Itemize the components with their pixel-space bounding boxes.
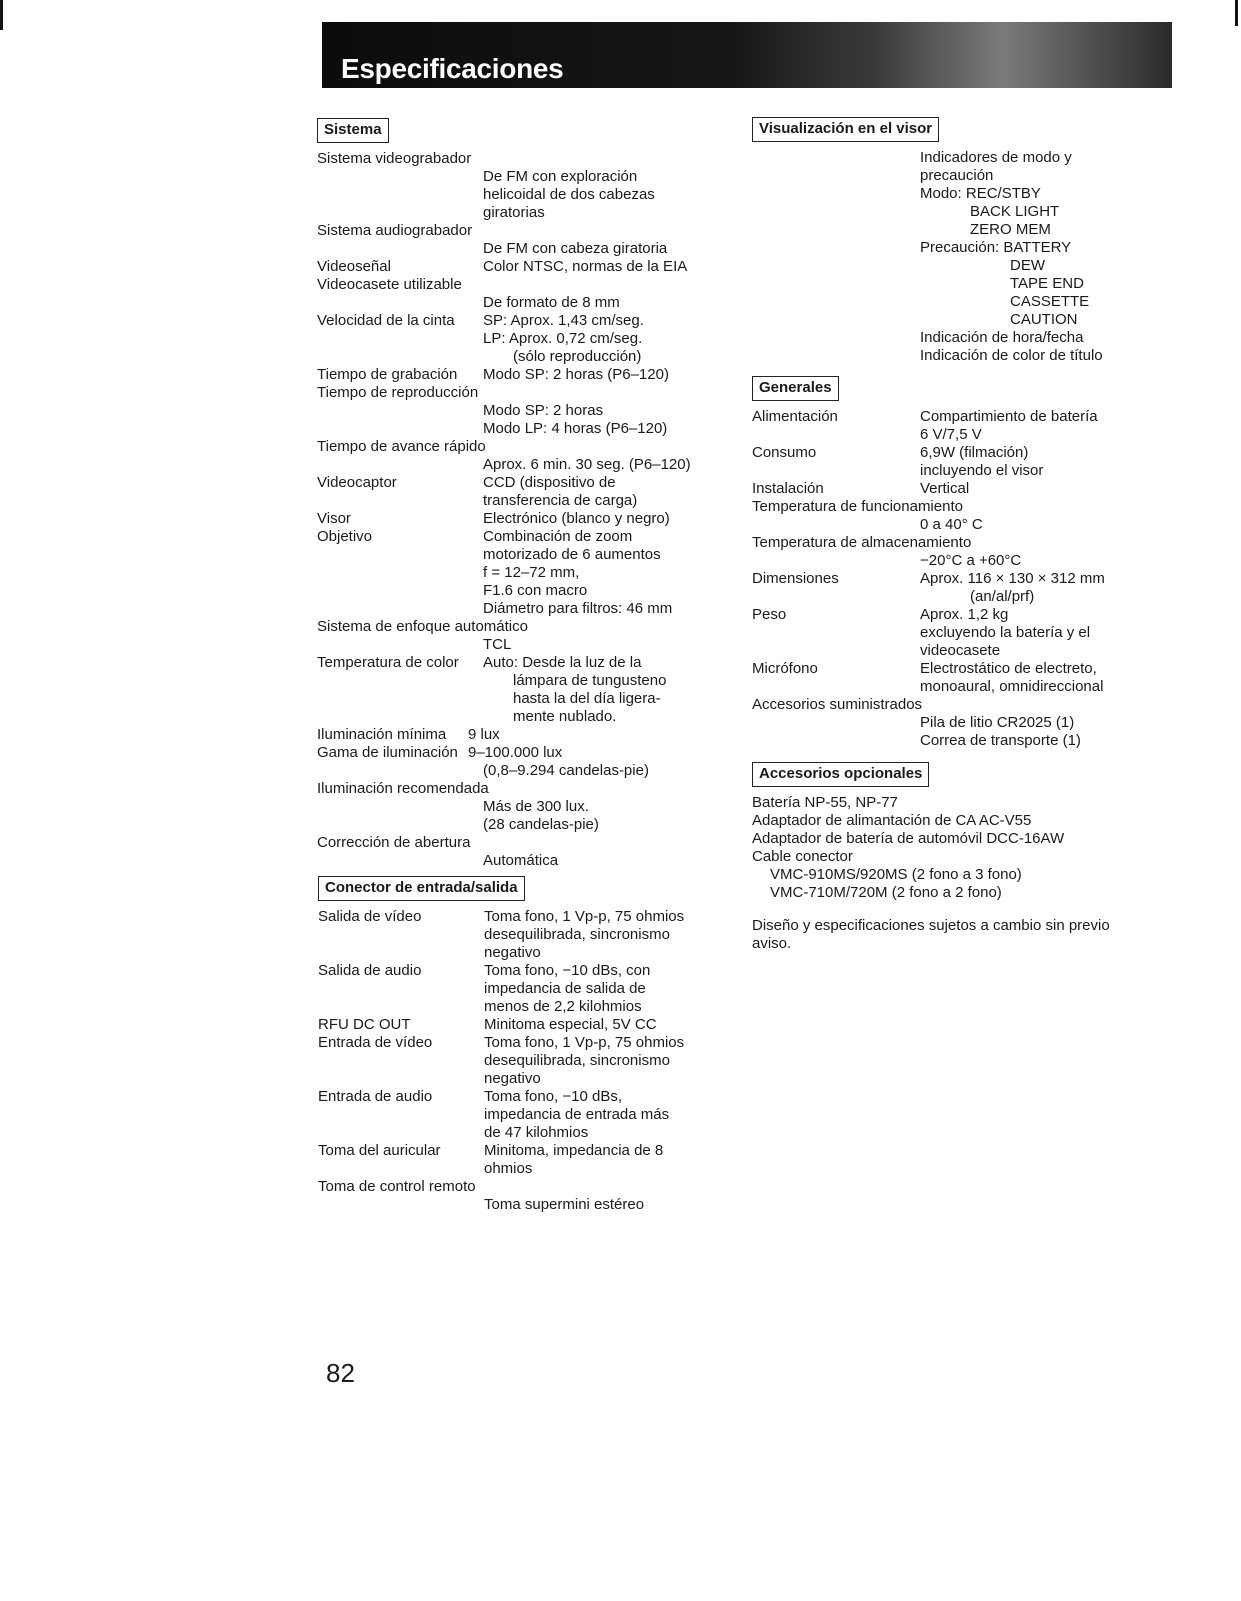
spec-row xyxy=(752,660,1172,678)
spec-value: Minitoma, impedancia de 8 xyxy=(484,1142,664,1159)
spec-row xyxy=(752,642,1172,660)
spec-row xyxy=(318,1106,738,1124)
opcionales-list xyxy=(752,794,1152,902)
spec-value: Color NTSC, normas de la EIA xyxy=(483,258,688,275)
spec-row xyxy=(752,732,1172,750)
spec-value: Toma fono, 1 Vp-p, 75 ohmios xyxy=(484,1034,685,1051)
page-title: Especificaciones xyxy=(341,53,564,84)
spec-label: Objetivo xyxy=(317,528,373,545)
spec-label: Temperatura de funcionamiento xyxy=(752,498,963,515)
spec-value: lámpara de tungusteno xyxy=(513,672,667,689)
spec-label: Temperatura de almacenamiento xyxy=(752,534,972,551)
spec-value: CCD (dispositivo de xyxy=(483,474,616,491)
spec-row xyxy=(317,492,737,510)
spec-row xyxy=(317,546,737,564)
spec-value: ZERO MEM xyxy=(970,221,1051,238)
spec-row xyxy=(317,636,737,654)
spec-value: mente nublado. xyxy=(513,708,617,725)
spec-value: f = 12–72 mm, xyxy=(483,564,580,581)
spec-value: Indicadores de modo y xyxy=(920,149,1072,166)
right-edge-mark xyxy=(1235,0,1238,26)
spec-value: LP: Aprox. 0,72 cm/seg. xyxy=(483,330,643,347)
spec-row xyxy=(317,816,737,834)
spec-label: Videocasete utilizable xyxy=(317,276,462,293)
spec-row xyxy=(317,762,737,780)
spec-value: 6 V/7,5 V xyxy=(920,426,982,443)
spec-value: De FM con exploración xyxy=(483,168,638,185)
spec-value: (28 candelas-pie) xyxy=(483,816,599,833)
disclaimer-note: Diseño y especificaciones sujetos a cambio sin previo aviso. xyxy=(752,917,1110,952)
spec-row xyxy=(317,402,737,420)
spec-label: RFU DC OUT xyxy=(318,1016,411,1033)
spec-value: videocasete xyxy=(920,642,1001,659)
spec-value: Electrónico (blanco y negro) xyxy=(483,510,670,527)
spec-value: Combinación de zoom xyxy=(483,528,633,545)
spec-value: excluyendo la batería y el xyxy=(920,624,1091,641)
spec-row xyxy=(752,408,1172,426)
spec-row xyxy=(317,708,737,726)
section-title-conector: Conector de entrada/salida xyxy=(318,876,525,901)
spec-label: Iluminación mínima xyxy=(317,726,447,743)
spec-row xyxy=(752,275,1172,293)
spec-row xyxy=(317,852,737,870)
spec-value: Aprox. 6 min. 30 seg. (P6–120) xyxy=(483,456,691,473)
spec-label: Peso xyxy=(752,606,787,623)
spec-label: Videocaptor xyxy=(317,474,397,491)
spec-row xyxy=(318,1070,738,1088)
spec-row xyxy=(752,311,1172,329)
spec-label: Accesorios suministrados xyxy=(752,696,923,713)
spec-row xyxy=(317,834,737,852)
spec-value: desequilibrada, sincronismo xyxy=(484,926,670,943)
spec-label: Sistema de enfoque automático xyxy=(317,618,528,635)
spec-value: menos de 2,2 kilohmios xyxy=(484,998,642,1015)
section-title-visor: Visualización en el visor xyxy=(752,117,939,142)
spec-row xyxy=(752,167,1172,185)
spec-row xyxy=(318,962,738,980)
generales-spec-list xyxy=(752,408,1172,750)
spec-value: De formato de 8 mm xyxy=(483,294,620,311)
spec-label: Iluminación recomendada xyxy=(317,780,489,797)
spec-value: ohmios xyxy=(484,1160,533,1177)
spec-value: Vertical xyxy=(920,480,970,497)
spec-row xyxy=(318,1034,738,1052)
spec-row xyxy=(317,420,737,438)
spec-value: impedancia de entrada más xyxy=(484,1106,670,1123)
spec-row xyxy=(318,1142,738,1160)
spec-value: 9 lux xyxy=(468,726,500,743)
spec-value: hasta la del día ligera- xyxy=(513,690,661,707)
spec-value: Modo: REC/STBY xyxy=(920,185,1041,202)
spec-row xyxy=(317,528,737,546)
spec-row xyxy=(318,926,738,944)
spec-row xyxy=(317,690,737,708)
spec-value: De FM con cabeza giratoria xyxy=(483,240,668,257)
accessory-item: Cable conector xyxy=(752,848,853,865)
spec-value: motorizado de 6 aumentos xyxy=(483,546,661,563)
spec-value: Más de 300 lux. xyxy=(483,798,589,815)
spec-value: TAPE END xyxy=(1010,275,1084,292)
spec-label: Entrada de audio xyxy=(318,1088,433,1105)
spec-value: Indicación de hora/fecha xyxy=(920,329,1084,346)
spec-row xyxy=(752,480,1172,498)
spec-row xyxy=(752,624,1172,642)
spec-row xyxy=(317,744,737,762)
spec-value: incluyendo el visor xyxy=(920,462,1044,479)
spec-value: Diámetro para filtros: 46 mm xyxy=(483,600,673,617)
spec-value: BACK LIGHT xyxy=(970,203,1060,220)
spec-row xyxy=(318,998,738,1016)
spec-row xyxy=(318,1052,738,1070)
spec-row xyxy=(752,149,1172,167)
section-title-generales: Generales xyxy=(752,376,839,401)
spec-row xyxy=(317,258,737,276)
spec-value: −20°C a +60°C xyxy=(920,552,1022,569)
spec-row xyxy=(317,348,737,366)
spec-row xyxy=(317,474,737,492)
spec-value: Modo SP: 2 horas (P6–120) xyxy=(483,366,669,383)
spec-row xyxy=(317,366,737,384)
spec-row xyxy=(317,456,737,474)
spec-row xyxy=(752,570,1172,588)
spec-label: Tiempo de reproducción xyxy=(317,384,479,401)
spec-row xyxy=(317,276,737,294)
spec-value: 0 a 40° C xyxy=(920,516,983,533)
left-edge-mark xyxy=(0,0,3,30)
spec-label: Dimensiones xyxy=(752,570,839,587)
spec-row xyxy=(752,221,1172,239)
spec-label: Toma de control remoto xyxy=(318,1178,476,1195)
spec-value: SP: Aprox. 1,43 cm/seg. xyxy=(483,312,644,329)
spec-row xyxy=(752,696,1172,714)
spec-row xyxy=(752,498,1172,516)
spec-value: de 47 kilohmios xyxy=(484,1124,589,1141)
spec-row xyxy=(317,330,737,348)
spec-label: Micrófono xyxy=(752,660,818,677)
spec-value: TCL xyxy=(483,636,512,653)
spec-row xyxy=(752,534,1172,552)
spec-row xyxy=(317,672,737,690)
spec-row xyxy=(752,426,1172,444)
spec-label: Entrada de vídeo xyxy=(318,1034,433,1051)
section-title-sistema: Sistema xyxy=(317,118,389,143)
spec-label: Sistema audiograbador xyxy=(317,222,473,239)
spec-value: (sólo reproducción) xyxy=(513,348,642,365)
spec-label: Consumo xyxy=(752,444,817,461)
spec-row xyxy=(318,980,738,998)
spec-value: negativo xyxy=(484,944,541,961)
spec-value: negativo xyxy=(484,1070,541,1087)
spec-row xyxy=(752,257,1172,275)
spec-value: F1.6 con macro xyxy=(483,582,588,599)
spec-value: Modo LP: 4 horas (P6–120) xyxy=(483,420,668,437)
spec-row xyxy=(317,240,737,258)
page-number: 82 xyxy=(326,1358,355,1388)
spec-row xyxy=(317,600,737,618)
spec-row xyxy=(317,510,737,528)
spec-row xyxy=(318,908,738,926)
spec-row xyxy=(752,329,1172,347)
spec-row xyxy=(318,1160,738,1178)
spec-value: Toma supermini estéreo xyxy=(484,1196,645,1213)
spec-row xyxy=(752,185,1172,203)
conector-spec-list xyxy=(318,908,738,1214)
spec-value: Compartimiento de batería xyxy=(920,408,1098,425)
spec-value: transferencia de carga) xyxy=(483,492,638,509)
spec-row xyxy=(318,1196,738,1214)
spec-row xyxy=(752,516,1172,534)
spec-value: Automática xyxy=(483,852,559,869)
spec-value: Minitoma especial, 5V CC xyxy=(484,1016,657,1033)
spec-row xyxy=(317,204,737,222)
spec-value: helicoidal de dos cabezas xyxy=(483,186,655,203)
spec-row xyxy=(752,552,1172,570)
spec-value: precaución xyxy=(920,167,994,184)
spec-label: Gama de iluminación xyxy=(317,744,458,761)
spec-row xyxy=(317,654,737,672)
spec-row xyxy=(317,780,737,798)
spec-label: Instalación xyxy=(752,480,824,497)
spec-row xyxy=(317,150,737,168)
spec-row xyxy=(752,678,1172,696)
spec-label: Corrección de abertura xyxy=(317,834,471,851)
spec-value: desequilibrada, sincronismo xyxy=(484,1052,670,1069)
spec-row xyxy=(317,384,737,402)
spec-value: Toma fono, −10 dBs, xyxy=(484,1088,623,1105)
spec-row xyxy=(318,1088,738,1106)
spec-row xyxy=(317,438,737,456)
spec-row xyxy=(752,293,1172,311)
spec-value: Toma fono, 1 Vp-p, 75 ohmios xyxy=(484,908,685,925)
spec-label: Salida de vídeo xyxy=(318,908,422,925)
spec-row xyxy=(317,564,737,582)
spec-row xyxy=(317,618,737,636)
spec-value: Precaución: BATTERY xyxy=(920,239,1072,256)
spec-label: Toma del auricular xyxy=(318,1142,441,1159)
spec-value: DEW xyxy=(1010,257,1045,274)
spec-value: (0,8–9.294 candelas-pie) xyxy=(483,762,649,779)
accessory-item: Adaptador de batería de automóvil DCC-16AW xyxy=(752,830,1065,847)
spec-value: Aprox. 1,2 kg xyxy=(920,606,1009,623)
spec-label: Videoseñal xyxy=(317,258,391,275)
accessory-item: Adaptador de alimantación de CA AC-V55 xyxy=(752,812,1032,829)
spec-value: CAUTION xyxy=(1010,311,1078,328)
spec-value: giratorias xyxy=(483,204,545,221)
spec-label: Velocidad de la cinta xyxy=(317,312,455,329)
spec-row xyxy=(317,798,737,816)
spec-row xyxy=(317,168,737,186)
spec-row xyxy=(317,582,737,600)
spec-value: Correa de transporte (1) xyxy=(920,732,1081,749)
spec-row xyxy=(318,1124,738,1142)
spec-value: Electrostático de electreto, xyxy=(920,660,1097,677)
spec-row xyxy=(752,462,1172,480)
spec-row xyxy=(752,347,1172,365)
spec-row xyxy=(318,1178,738,1196)
spec-value: Pila de litio CR2025 (1) xyxy=(920,714,1075,731)
spec-label: Sistema videograbador xyxy=(317,150,472,167)
spec-value: Modo SP: 2 horas xyxy=(483,402,604,419)
spec-row xyxy=(317,312,737,330)
accessory-item: VMC-710M/720M (2 fono a 2 fono) xyxy=(770,884,1002,901)
section-title-opcionales: Accesorios opcionales xyxy=(752,762,929,787)
spec-value: 6,9W (filmación) xyxy=(920,444,1029,461)
spec-label: Visor xyxy=(317,510,351,527)
spec-row xyxy=(317,294,737,312)
spec-value: impedancia de salida de xyxy=(484,980,646,997)
spec-value: Indicación de color de título xyxy=(920,347,1103,364)
spec-label: Alimentación xyxy=(752,408,838,425)
spec-row xyxy=(752,714,1172,732)
spec-label: Salida de audio xyxy=(318,962,422,979)
spec-value: monoaural, omnidireccional xyxy=(920,678,1104,695)
spec-row xyxy=(317,222,737,240)
spec-label: Tiempo de avance rápido xyxy=(317,438,486,455)
spec-row xyxy=(752,606,1172,624)
accessory-item: Batería NP-55, NP-77 xyxy=(752,794,898,811)
spec-label: Tiempo de grabación xyxy=(317,366,458,383)
spec-row xyxy=(318,944,738,962)
spec-row xyxy=(317,186,737,204)
accessory-item: VMC-910MS/920MS (2 fono a 3 fono) xyxy=(770,866,1022,883)
sistema-spec-list xyxy=(317,150,737,870)
spec-row xyxy=(752,444,1172,462)
spec-value: CASSETTE xyxy=(1010,293,1090,310)
spec-value: (an/al/prf) xyxy=(970,588,1035,605)
spec-row xyxy=(318,1016,738,1034)
spec-row xyxy=(317,726,737,744)
spec-value: Toma fono, −10 dBs, con xyxy=(484,962,651,979)
visor-spec-list xyxy=(752,149,1172,365)
spec-value: Aprox. 116 × 130 × 312 mm xyxy=(920,570,1105,587)
spec-value: Auto: Desde la luz de la xyxy=(483,654,642,671)
spec-row xyxy=(752,588,1172,606)
spec-row xyxy=(752,203,1172,221)
spec-value: 9–100.000 lux xyxy=(468,744,563,761)
spec-row xyxy=(752,239,1172,257)
spec-label: Temperatura de color xyxy=(317,654,459,671)
